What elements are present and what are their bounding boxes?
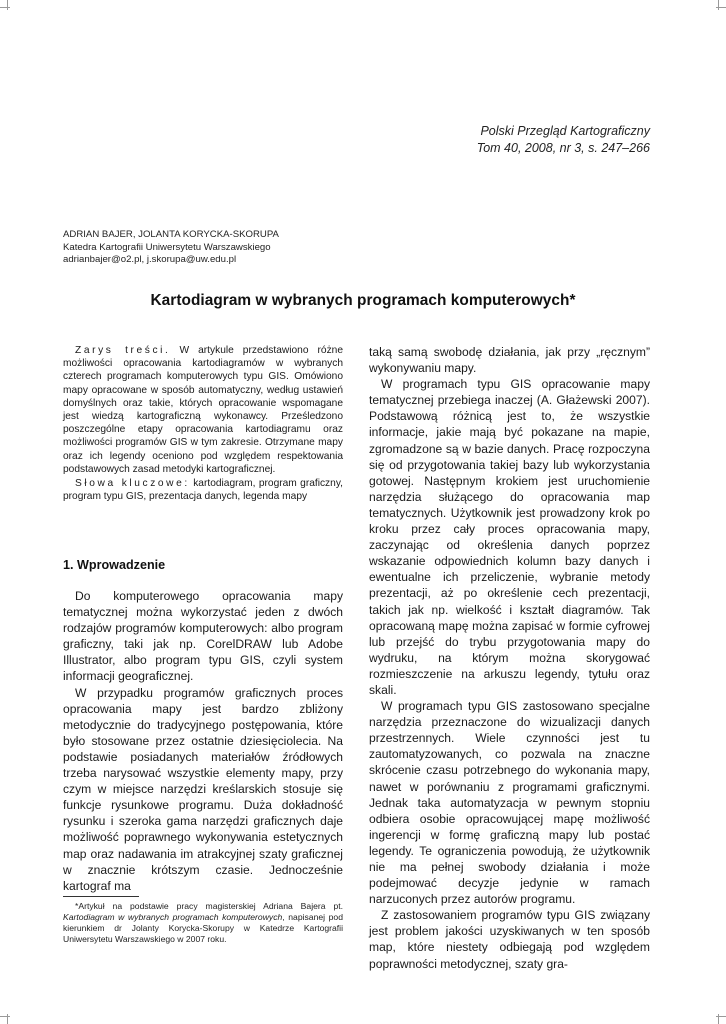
author-block xyxy=(63,229,279,267)
article-title: Kartodiagram w wybranych programach komputerowych* xyxy=(150,292,576,309)
body-paragraph: Z zastosowaniem programów typu GIS związany jest problem jakości uzyskiwanych w ten sposób map, które niestety odbiegają pod względem poprawności metodycznej, szaty gra- xyxy=(369,908,650,971)
journal-name: Polski Przegląd Kartograficzny xyxy=(480,124,650,138)
body-paragraph: Do komputerowego opracowania mapy tematycznej można wykorzystać jeden z dwóch rodzajów programów komputerowych: albo program graficzny, taki jak np. CorelDRAW lub Adobe Illustrator, albo program typu GIS, czyli system informacji geograficznej. xyxy=(63,589,343,684)
journal-volume: Tom 40, 2008, nr 3, s. 247–266 xyxy=(476,141,650,155)
author-names: ADRIAN BAJER, JOLANTA KORYCKA-SKORUPA xyxy=(63,229,279,240)
crop-mark xyxy=(0,1016,10,1017)
keywords-label: Słowa kluczowe: xyxy=(75,478,190,490)
right-column-body xyxy=(369,344,650,972)
crop-mark xyxy=(716,7,726,8)
crop-mark xyxy=(718,0,719,10)
crop-mark xyxy=(716,1016,726,1017)
footnote-title: Kartodiagram w wybranych programach komputerowych xyxy=(63,912,283,922)
crop-mark xyxy=(0,7,10,8)
keywords-paragraph xyxy=(63,477,343,503)
crop-mark xyxy=(7,0,8,10)
keywords-text: kartodiagram, program graficzny, program typu GIS, prezentacja danych, legenda mapy xyxy=(63,478,343,503)
footnote-marker: * xyxy=(75,901,79,911)
body-paragraph: taką samą swobodę działania, jak przy „ręcznym” wykonywaniu mapy. xyxy=(369,345,650,376)
journal-header xyxy=(477,123,650,157)
body-paragraph: W programach typu GIS zastosowano specjalne narzędzia przeznaczone do wizualizacji danych przestrzennych. Wiele czynności jest tu zautomatyzowanych, co pozwala na znaczne skrócenie czasu potrzebnego do wykonania mapy, nawet w porównaniu z programami graficznymi. Jednak taka automatyzacja w pewnym stopniu odbiera osobie opracowującej mapę możliwość ingerencji w formę graficzną mapy lub postać legendy. Te ograniczenia powodują, że użytkownik nie ma pełnej swobody działania i może podejmować decyzje jedynie w ramach narzuconych przez autorów programu. xyxy=(369,699,650,907)
abstract xyxy=(63,344,343,503)
left-column-body xyxy=(63,588,343,894)
footnote xyxy=(63,901,343,945)
footnote-text: , napisanej pod kierunkiem dr Jolanty Korycka-Skorupy w Katedrze Kartografii Uniwersytetu Warszawskiego w 2007 roku. xyxy=(63,912,343,944)
abstract-label: Zarys treści. xyxy=(75,345,171,356)
author-emails: adrianbajer@o2.pl, j.skorupa@uw.edu.pl xyxy=(63,254,237,266)
abstract-paragraph xyxy=(63,344,343,476)
section-heading: 1. Wprowadzenie xyxy=(63,558,166,572)
author-affiliation: Katedra Kartografii Uniwersytetu Warszawskiego xyxy=(63,241,271,253)
body-paragraph: W przypadku programów graficznych proces opracowania mapy jest bardzo zbliżony metodycznie do tradycyjnego postępowania, które było stosowane przez ostatnie dziesięciolecia. Na podstawie posiadanych materiałów źródłowych trzeba narysować wszystkie elementy mapy, przy czym w miejsce narzędzi kreślarskich stosuje się funkcje rysunkowe programu. Duża dokładność rysunku i szeroka gama narzędzi graficznych daje możliwość poprawnego wykonywania estetycznych map oraz nadawania im atrakcyjnej szaty graficznej w znacznie krótszym czasie. Jednocześnie kartograf ma xyxy=(63,685,343,893)
abstract-text: W artykule przedstawiono różne możliwości opracowania kartodiagramów w wybranych czterech programach komputerowych typu GIS. Omówiono mapy opracowane w sposób automatyczny, według ustawień domyślnych oraz takie, których opracowanie wspomagane jest wiedzą kartograficzną wykonawcy. Prześledzono poszczególne etapy opracowania kartodiagramu oraz możliwości programów GIS w tym zakresie. Otrzymane mapy oraz ich legendy oceniono pod względem respektowania podstawowych zasad metodyki kartograficznej. xyxy=(63,345,343,475)
body-paragraph: W programach typu GIS opracowanie mapy tematycznej przebiega inaczej (A. Głażewski 2007). Podstawową różnicą jest to, że wszystkie informacje, jakie mają być pokazane na mapie, zgromadzone są w bazie danych. Pracę rozpoczyna się od przygotowania takiej bazy lub wykorzystania gotowej. Następnym krokiem jest uruchomienie narzędzia służącego do opracowania map tematycznych. Użytkownik jest prowadzony krok po kroku przez cały proces opracowania mapy, zaczynając od określenia danych poprzez wskazanie odpowiednich kolumn bazy danych i ewentualne ich przeliczenie, wybranie metody prezentacji, aż po określenie cech prezentacji, takich jak np. wielkość i kształt diagramów. Tak opracowaną mapę można zapisać w formie cyfrowej lub przejść do trybu przygotowania mapy do wydruku, na którym można skorygować rozmieszczenie na arkuszu legendy, tytułu oraz skali. xyxy=(369,377,650,697)
footnote-text: Artykuł na podstawie pracy magisterskiej Adriana Bajera pt. xyxy=(78,901,343,911)
footnote-rule xyxy=(63,896,139,897)
